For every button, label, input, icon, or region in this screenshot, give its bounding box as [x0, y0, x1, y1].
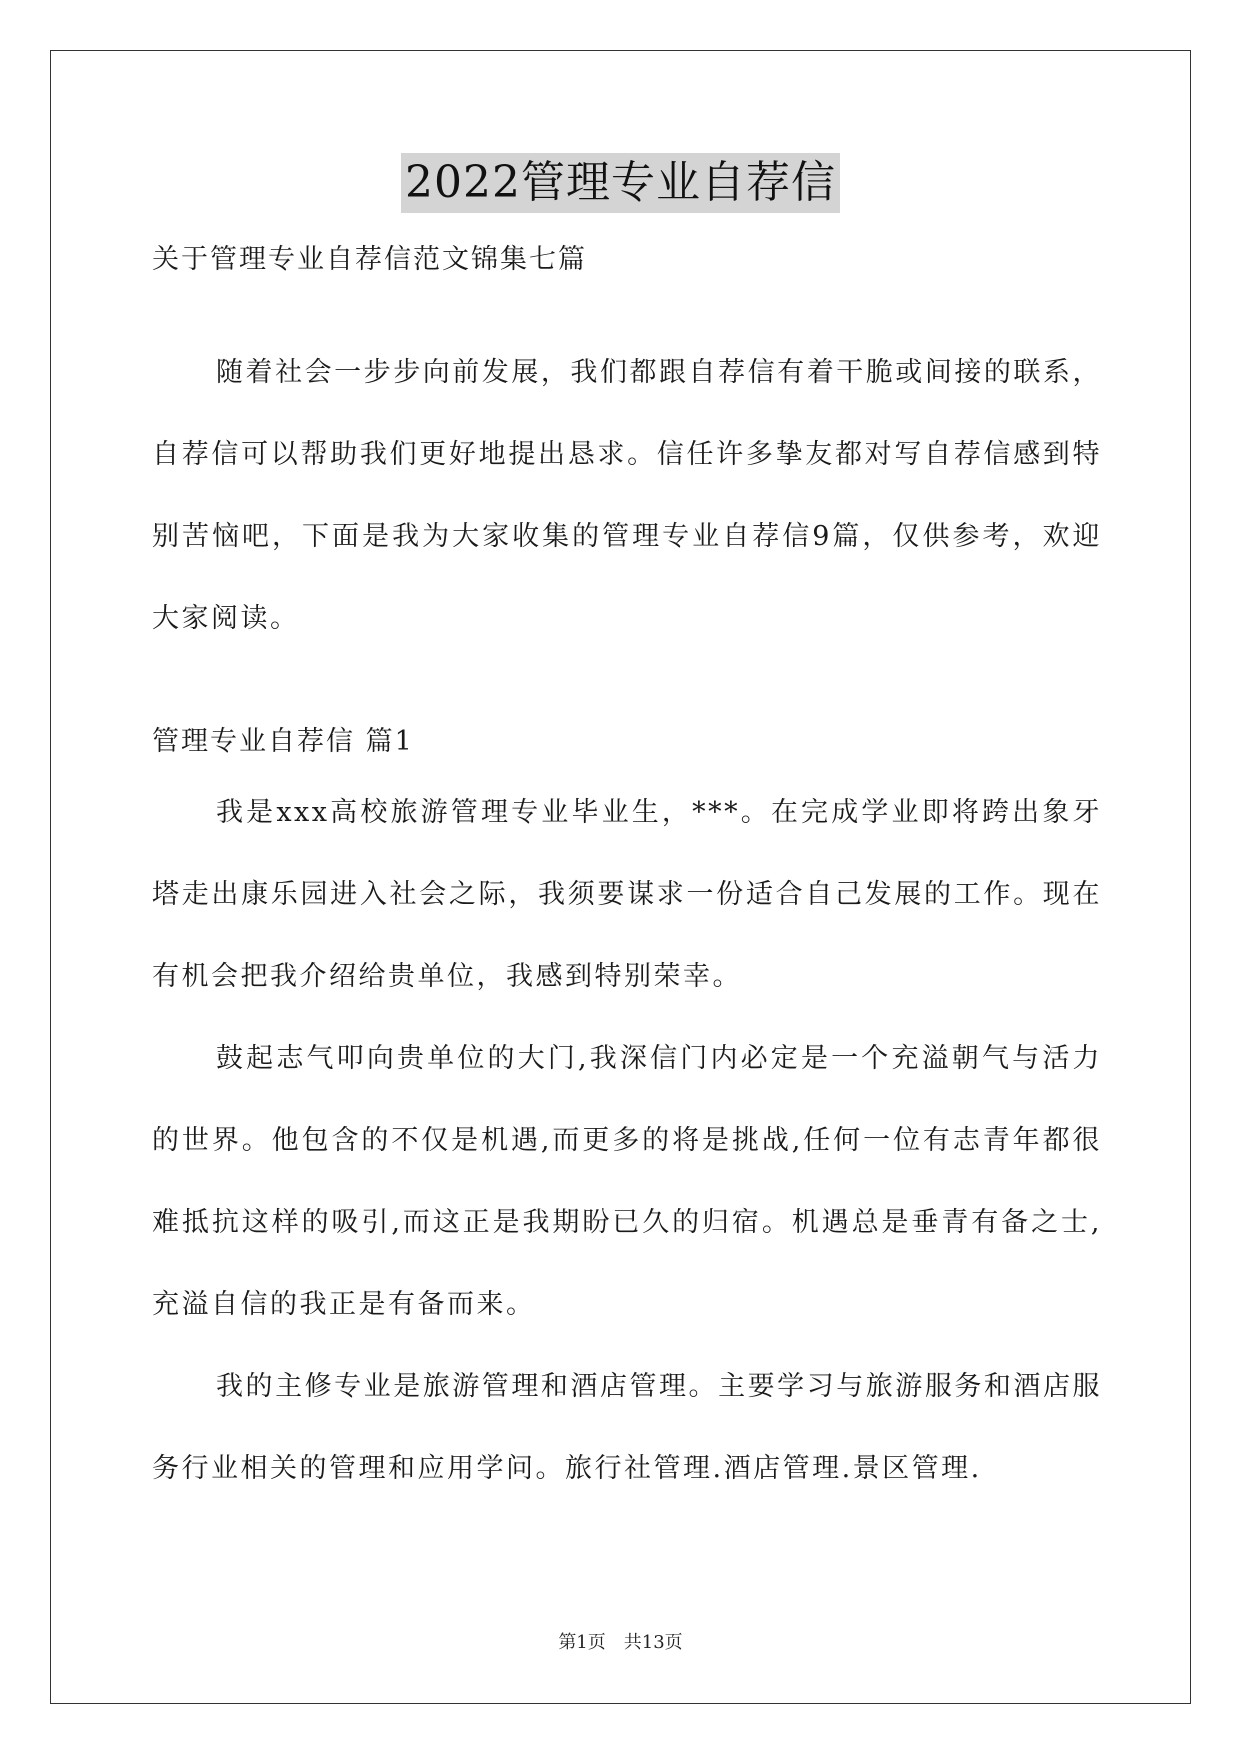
document-title: 2022管理专业自荐信	[401, 153, 840, 213]
document-subtitle: 关于管理专业自荐信范文锦集七篇	[152, 244, 587, 275]
page-number-footer: 第1页 共13页	[558, 1632, 683, 1653]
section-heading: 管理专业自荐信 篇1	[152, 726, 414, 757]
body-paragraph-2: 鼓起志气叩向贵单位的大门,我深信门内必定是一个充溢朝气与活力的世界。他包含的不仅是机遇,而更多的将是挑战,任何一位有志青年都很难抵抗这样的吸引,而这正是我期盼已久的归宿。机遇总是垂青有备之士,充溢自信的我正是有备而来。	[152, 1043, 1102, 1320]
body-paragraph-1: 我是xxx高校旅游管理专业毕业生，***。在完成学业即将跨出象牙塔走出康乐园进入社会之际，我须要谋求一份适合自己发展的工作。现在有机会把我介绍给贵单位，我感到特别荣幸。	[152, 797, 1102, 992]
document-body	[152, 240, 1102, 1510]
title-container	[0, 153, 1241, 213]
intro-paragraph: 随着社会一步步向前发展，我们都跟自荐信有着干脆或间接的联系，自荐信可以帮助我们更好地提出恳求。信任许多挚友都对写自荐信感到特别苦恼吧，下面是我为大家收集的管理专业自荐信9篇，仅供参考，欢迎大家阅读。	[152, 357, 1102, 634]
body-paragraph-3: 我的主修专业是旅游管理和酒店管理。主要学习与旅游服务和酒店服务行业相关的管理和应用学问。旅行社管理.酒店管理.景区管理.	[152, 1371, 1102, 1484]
